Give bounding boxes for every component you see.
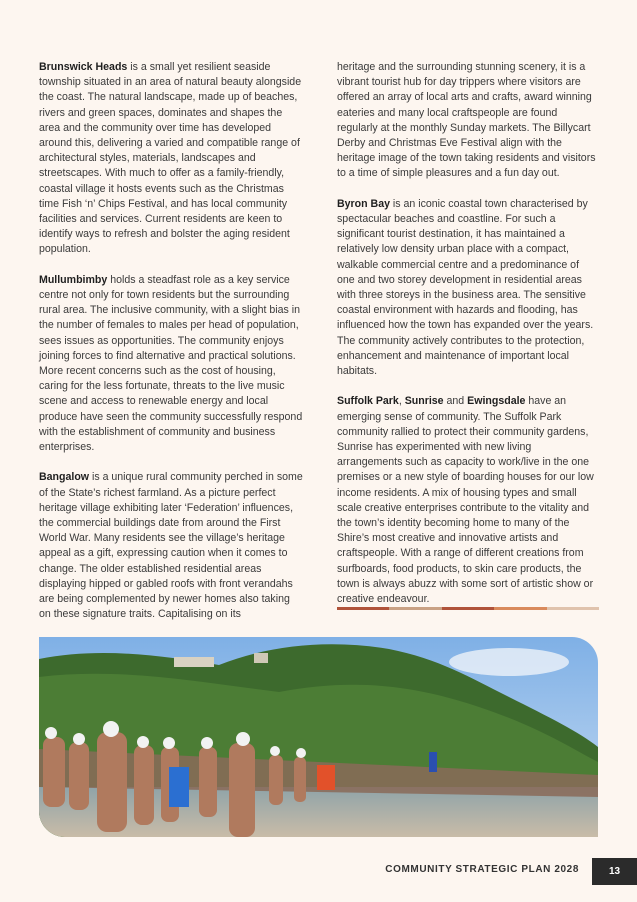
- paragraph-text: holds a steadfast role as a key service centre not only for town residents but the surrounding rural area. The inclusive community, with a slight bias in the number of females to males per head of population, sees issues as opportunities. The community enjoys joining forces to find alternative and practical solutions. More recent concerns such as the cost of housing, caring for the less fortunate, threats to the live music scene and access to renewable energy and local produce have seen the community successfully respond with the establishment of community and business enterprises.: [39, 273, 303, 454]
- paragraph-text: is a small yet resilient seaside township situated in an area of natural beauty alongside the coast. The natural landscape, made up of beaches, rivers and green spaces, dominates and shapes the area and the community over time has developed around this, delivering a varied and compatible range of architectural styles, materials, landscapes and streetscapes. With much to offer as a family-friendly, coastal village it hosts events such as the Christmas time Fish ‘n’ Chips Festival, and has local community facilities and services. Current residents are keen to identify ways to refresh and bolster the aging resident population.: [39, 61, 302, 256]
- divider-segment: [389, 607, 441, 610]
- town-name-sunrise: Sunrise: [404, 395, 444, 408]
- building: [254, 653, 268, 663]
- separator: ,: [398, 395, 405, 408]
- paragraph-text: is an iconic coastal town characterised by spectacular beaches and coastline. For such a significant tourist destination, it has maintained a relatively low density urban place with a compact, walkable commercial centre and a predominance of one and two storey development in residential areas with three storeys in the business area. The sensitive coastal environment with hazards and flooding, has influenced how the town has expanded over the years. The community actively contributes to the protection, enhancement and maintenance of important local habitats.: [337, 197, 594, 378]
- town-name-brunswick-heads: Brunswick Heads: [39, 61, 128, 73]
- swimmer-blue-suit: [169, 767, 189, 807]
- cloud: [449, 648, 569, 676]
- left-column: [39, 60, 304, 638]
- town-name-byron-bay: Byron Bay: [337, 197, 390, 210]
- separator: and: [443, 395, 468, 408]
- paragraph-mullumbimby: [39, 273, 304, 455]
- paragraph-byron-bay: [337, 197, 599, 379]
- divider-segment: [442, 607, 494, 610]
- town-name-bangalow: Bangalow: [39, 471, 90, 484]
- divider-segment: [547, 607, 599, 610]
- town-name-suffolk-park: Suffolk Park: [337, 395, 399, 408]
- ocean-swim-photo: [39, 637, 598, 837]
- town-name-mullumbimby: Mullumbimby: [39, 273, 108, 286]
- paragraph-text: have an emerging sense of community. The Suffolk Park community rallied to protect their community gardens, Sunrise has experimented with new living arrangements such as capacity to work/live in the one premises or a new style of boarding houses for our low income residents. A mix of housing types and small scale creative enterprises contribute to the vitality and the town’s identity becoming home to many of the Shire’s most creative and innovative artists and craftspeople. With a range of different creations from surfboards, food products, to skin care products, the town is always abuzz with some sort of artistic show or creative endeavour.: [337, 395, 594, 606]
- divider-segment: [494, 607, 546, 610]
- flag: [429, 752, 437, 772]
- paragraph-bangalow: [39, 470, 304, 622]
- decorative-divider: [337, 607, 599, 610]
- paragraph-text: is a unique rural community perched in some of the State’s richest farmland. As a picture perfect heritage village exhibiting later ‘Federation’ influences, the commercial buildings date from around the First World War. Many residents see the village’s heritage appeal as a gift, expressing caution when it comes to change. The older established residential areas displaying hipped or gabled roofs with front verandahs are being complemented by newer homes also taking on these signature traits. Capitalising on its: [39, 471, 303, 621]
- divider-segment: [337, 607, 389, 610]
- paragraph-brunswick-heads: [39, 60, 304, 258]
- town-name-ewingsdale: Ewingsdale: [467, 395, 526, 408]
- paragraph-bangalow-continued: heritage and the surrounding stunning scenery, it is a vibrant tourist hub for day trippers where visitors are offered an array of local arts and crafts, award winning eateries and many local craftspeople are found regularly at the monthly Sunday markets. The Billycart Derby and Christmas Eve Festival align with the heritage image of the town taking residents and visitors to a time of simple pleasures and a fun day out.: [337, 61, 596, 180]
- building: [174, 657, 214, 667]
- photo-illustration: [39, 637, 598, 837]
- page-number: 13: [592, 858, 637, 885]
- swimmer-red-shirt: [317, 765, 335, 790]
- paragraph-suffolk-park: [337, 394, 599, 607]
- right-column: [337, 60, 599, 622]
- footer-document-title: COMMUNITY STRATEGIC PLAN 2028: [385, 864, 579, 875]
